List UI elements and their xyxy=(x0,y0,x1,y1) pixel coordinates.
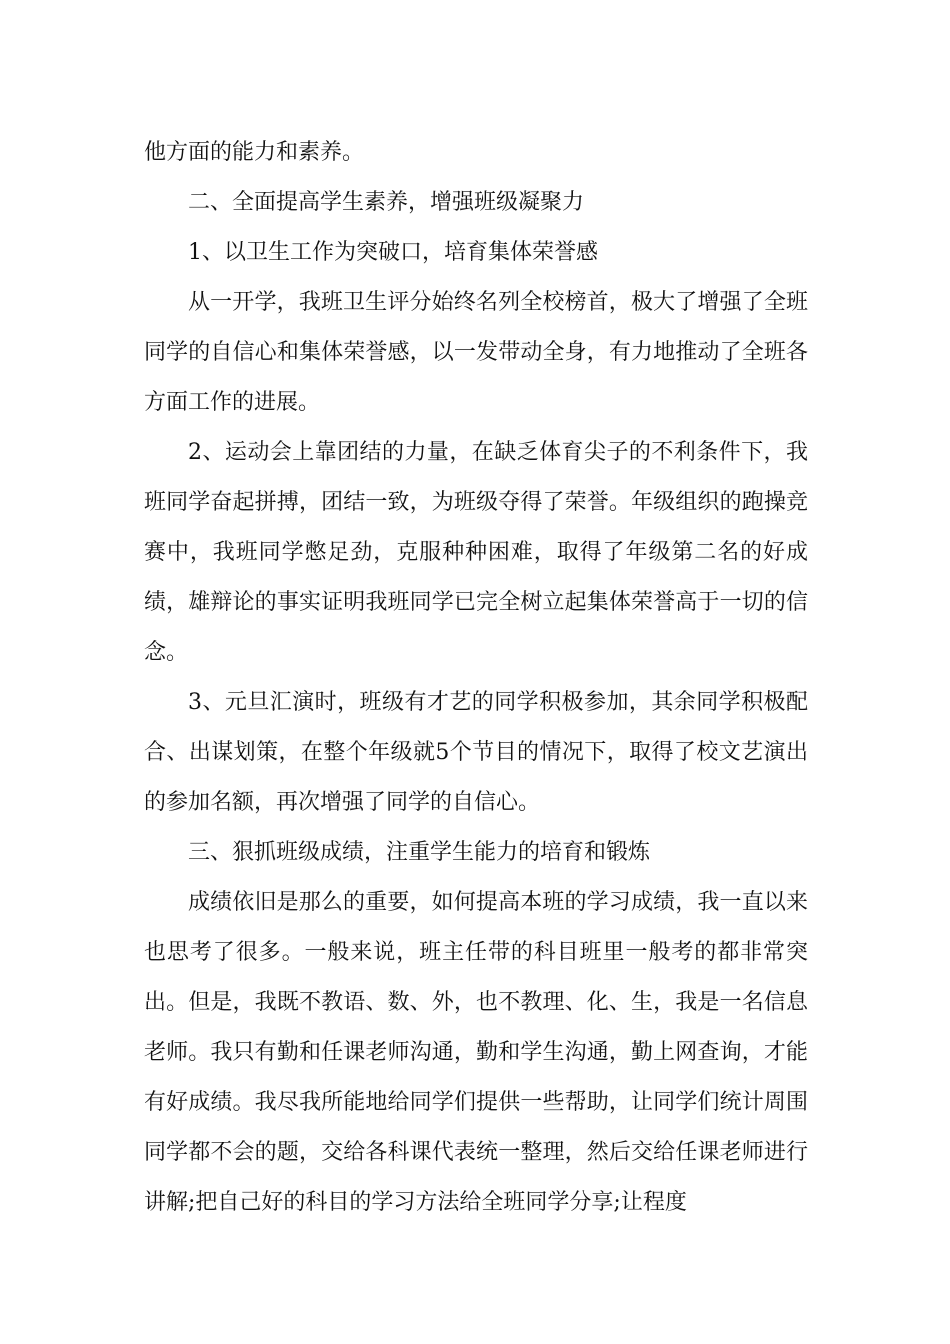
paragraph-new-year-show: 3、元旦汇演时，班级有才艺的同学积极参加，其余同学积极配合、出谋划策，在整个年级就5个节目的情况下，取得了校文艺演出的参加名额，再次增强了同学的自信心。 xyxy=(144,690,808,815)
paragraph-grades: 成绩依旧是那么的重要，如何提高本班的学习成绩，我一直以来也思考了很多。一般来说，班主任带的科目班里一般考的都非常突出。但是，我既不教语、数、外，也不教理、化、生，我是一名信息老师。我只有勤和任课老师沟通，勤和学生沟通，勤上网查询，才能有好成绩。我尽我所能地给同学们提供一些帮助，让同学们统计周围同学都不会的题，交给各科课代表统一整理，然后交给任课老师进行讲解;把自己好的科目的学习方法给全班同学分享;让程度 xyxy=(144,890,808,1215)
document-body xyxy=(144,128,808,1228)
paragraph-continuation: 他方面的能力和素养。 xyxy=(144,140,365,165)
paragraph-hygiene: 从一开学，我班卫生评分始终名列全校榜首，极大了增强了全班同学的自信心和集体荣誉感，以一发带动全身，有力地推动了全班各方面工作的进展。 xyxy=(144,290,808,415)
section-heading-3: 三、狠抓班级成绩，注重学生能力的培育和锻炼 xyxy=(188,840,651,865)
section-heading-2: 二、全面提高学生素养，增强班级凝聚力 xyxy=(188,190,585,215)
subheading-hygiene: 1、以卫生工作为突破口，培育集体荣誉感 xyxy=(188,240,598,265)
paragraph-sports-meet: 2、运动会上靠团结的力量，在缺乏体育尖子的不利条件下，我班同学奋起拼搏，团结一致，为班级夺得了荣誉。年级组织的跑操竞赛中，我班同学憋足劲，克服种种困难，取得了年级第二名的好成绩，雄辩论的事实证明我班同学已完全树立起集体荣誉高于一切的信念。 xyxy=(144,440,808,665)
